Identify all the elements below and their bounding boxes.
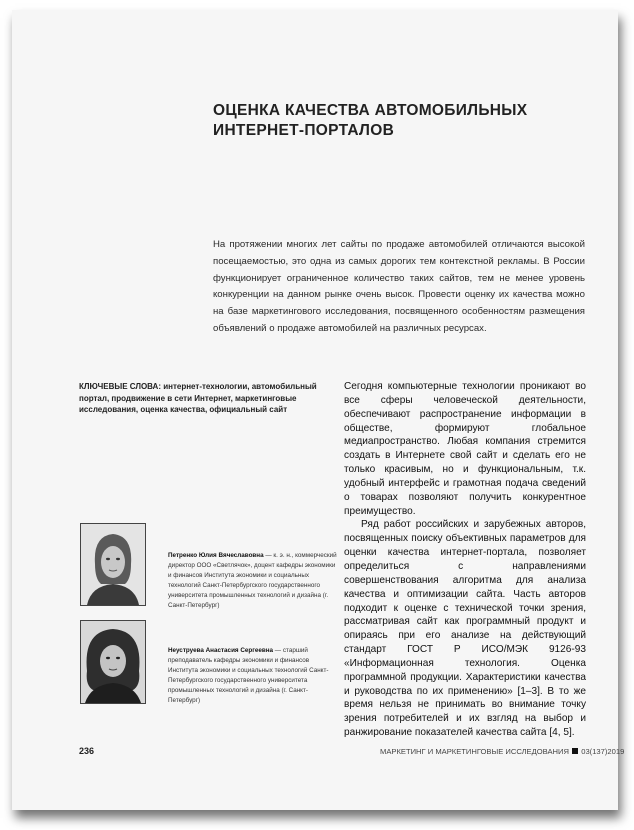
portrait-image xyxy=(81,524,145,605)
portrait-image xyxy=(81,621,145,703)
author-name: Неуструева Анастасия Сергеевна xyxy=(168,647,274,654)
journal-name: МАРКЕТИНГ И МАРКЕТИНГОВЫЕ ИССЛЕДОВАНИЯ xyxy=(380,747,569,756)
author-bio: — к. э. н., коммерческий директор ООО «Светлячок», доцент кафедры экономики и финансов Института экономики и социальных технологий Санкт-Петербургского государственного университета промышленных технологий и дизайна (г. Санкт-Петербург) xyxy=(168,552,337,610)
author-info-2 xyxy=(168,646,338,707)
author-name: Петренко Юлия Вячеславовна xyxy=(168,552,264,559)
article-abstract: На протяжении многих лет сайты по продаже автомобилей отличаются высокой посещаемостью, это одна из самых дорогих тем контекстной рекламы. В России функционирует ограниченное количество таких сайтов, тем не менее уровень конкуренции на данном рынке очень высок. Провести оценку их качества можно на базе маркетингового исследования, посвященного особенностям размещения объявлений о продаже автомобилей на различных ресурсах. xyxy=(213,239,585,334)
keywords-block: КЛЮЧЕВЫЕ СЛОВА: интернет-технологии, автомобильный портал, продвижение в сети Интернет, маркетинговые исследования, оценка качества, официальный сайт xyxy=(79,382,317,415)
author-bio: — старший преподаватель кафедры экономики и финансов Института экономики и социальных технологий Санкт-Петербургского государственного университета промышленных технологий и дизайна (г. Санкт-Петербург) xyxy=(168,647,329,705)
journal-issue: 03(137)2019 xyxy=(581,747,625,756)
page-number: 236 xyxy=(79,746,95,756)
body-paragraph-1: Сегодня компьютерные технологии проникают во все сферы человеческой деятельности, обеспечивают распространение информации в обществе, формируют глобальное медиапространство. Любая компания стремится создать в Интернете свой сайт и сделать его не только красивым, но и функциональным, т.к. удобный интерфейс и грамотная подача сведений о товарах позволяют получить конкурентное преимущество. xyxy=(344,381,586,517)
square-separator-icon xyxy=(572,748,578,754)
body-paragraph-2: Ряд работ российских и зарубежных авторов, посвященных поиску объективных параметров для оценки качества интернет-портала, позволяет определиться с направлениями совершенствования алгоритма для анализа качества и оптимизации сайта. Часть авторов подходит к оценке с технической точки зрения, рассматривая сайт как программный продукт и опираясь при его анализе на действующий стандарт ГОСТ Р ИСО/МЭК 9126-93 «Информационная технология. Оценка программной продукции. Характеристики качества и руководства по их применению» [1–3]. В то же время нельзя не принимать во внимание точку зрения потребителей и их взгляд на выбор и ранжирование показателей качества сайта [4, 5]. xyxy=(344,519,586,739)
author-photo-1 xyxy=(80,523,146,606)
article-title: ОЦЕНКА КАЧЕСТВА АВТОМОБИЛЬНЫХ ИНТЕРНЕТ-ПОРТАЛОВ xyxy=(213,102,528,139)
journal-footer xyxy=(380,747,625,756)
article-body xyxy=(344,380,586,740)
author-photo-2 xyxy=(80,620,146,704)
author-info-1 xyxy=(168,551,338,612)
